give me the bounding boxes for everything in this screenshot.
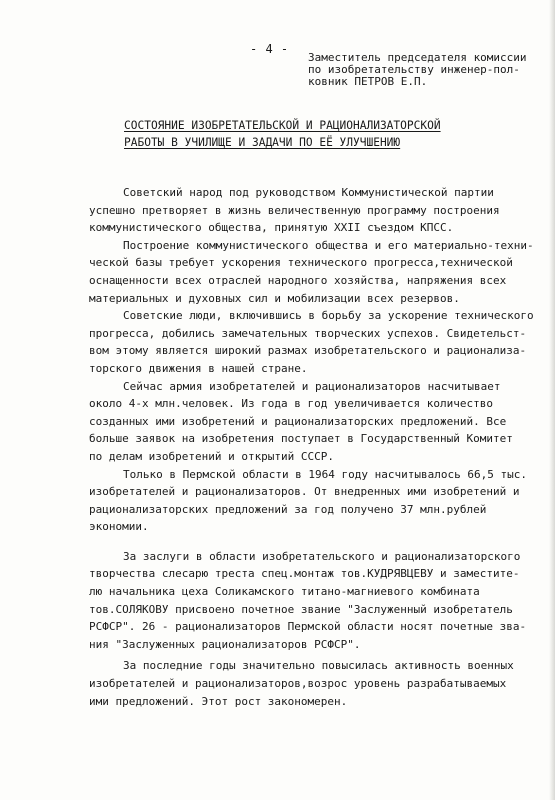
author-line: ковник ПЕТРОВ Е.П.: [308, 75, 428, 88]
text-line: Советские люди, включившись в борьбу за ускорение технического: [123, 309, 534, 323]
text-line: больше заявок на изобретения поступает в Государственный Комитет: [89, 432, 513, 446]
paragraph: [89, 466, 544, 536]
text-line: РСФСР". 26 - рационализаторов Пермской области носят почетные зва-: [89, 620, 527, 634]
text-line: прогресса, добились замечательных творческих успехов. Свидетельст-: [89, 326, 527, 340]
body-text: [89, 184, 544, 710]
text-line: ими предложений. Этот рост закономерен.: [89, 694, 348, 708]
paragraph: [89, 548, 544, 654]
author-line: Заместитель председателя комиссии: [308, 51, 527, 64]
paragraph: [89, 307, 544, 377]
paragraph: [89, 378, 544, 466]
text-line: тов.СОЛЯКОВУ присвоено почетное звание "Заслуженный изобретатель: [89, 602, 513, 616]
paragraph-gap: [89, 536, 544, 548]
text-line: лю начальника цеха Соликамского титано-магниевого комбината: [89, 585, 480, 599]
paragraph: [89, 184, 544, 237]
text-line: созданных ими изобретений и рационализаторских предложений. Все: [89, 414, 507, 428]
text-line: коммунистического общества, принятую XXII съездом КПСС.: [89, 221, 454, 235]
text-line: рационализаторских предложений за год получено 37 млн.рублей: [89, 502, 487, 516]
text-line: Советский народ под руководством Коммунистической партии: [123, 186, 494, 199]
text-line: Сейчас армия изобретателей и рационализаторов насчитывает: [123, 379, 501, 393]
text-line: успешно претворяет в жизнь величественную программу построения: [89, 203, 500, 217]
paragraph: [89, 657, 544, 710]
page-edge-shadow: [549, 0, 555, 800]
text-line: изобретателей и рационализаторов. От внедренных ими изобретений и: [89, 485, 520, 499]
page-number: - 4 -: [250, 42, 289, 56]
text-line: ческой базы требует ускорения технического прогресса,технической: [89, 256, 513, 270]
title-line: РАБОТЫ В УЧИЛИЩЕ И ЗАДАЧИ ПО ЕЁ УЛУЧШЕНИЮ: [124, 136, 401, 149]
text-line: по делам изобретений и открытий СССР.: [89, 449, 335, 463]
document-title: [124, 117, 524, 151]
author-line: по изобретательству инженер-пол-: [308, 63, 520, 76]
title-line: СОСТОЯНИЕ ИЗОБРЕТАТЕЛЬСКОЙ И РАЦИОНАЛИЗАТОРСКОЙ: [124, 119, 441, 132]
text-line: творчества слесарю треста спец.монтаж тов.КУДРЯВЦЕВУ и заместите-: [89, 567, 520, 581]
text-line: Только в Пермской области в 1964 году насчитывалось 66,5 тыс.: [123, 467, 527, 481]
text-line: торского движения в нашей стране.: [89, 361, 308, 375]
text-line: Построение коммунистического общества и его материально-техни-: [123, 238, 534, 252]
text-line: За заслуги в области изобретательского и рационализаторского: [123, 549, 521, 563]
paragraph: [89, 237, 544, 307]
author-block: [308, 52, 548, 88]
text-line: экономии.: [89, 520, 149, 534]
text-line: материальных и духовных сил и мобилизации всех резервов.: [89, 291, 460, 305]
text-line: ния "Заслуженных рационализаторов РСФСР".: [89, 637, 361, 651]
text-line: За последние годы значительно повысилась активность военных: [123, 659, 514, 673]
text-line: оснащенности всех отраслей народного хозяйства, напряжения всех: [89, 273, 507, 287]
text-line: вом этому является широкий размах изобретательского и рационализа-: [89, 344, 527, 358]
text-line: изобретателей и рационализаторов,возрос уровень разрабатываемых: [89, 677, 507, 691]
text-line: около 4-х млн.человек. Из года в год увеличивается количество: [89, 397, 493, 411]
